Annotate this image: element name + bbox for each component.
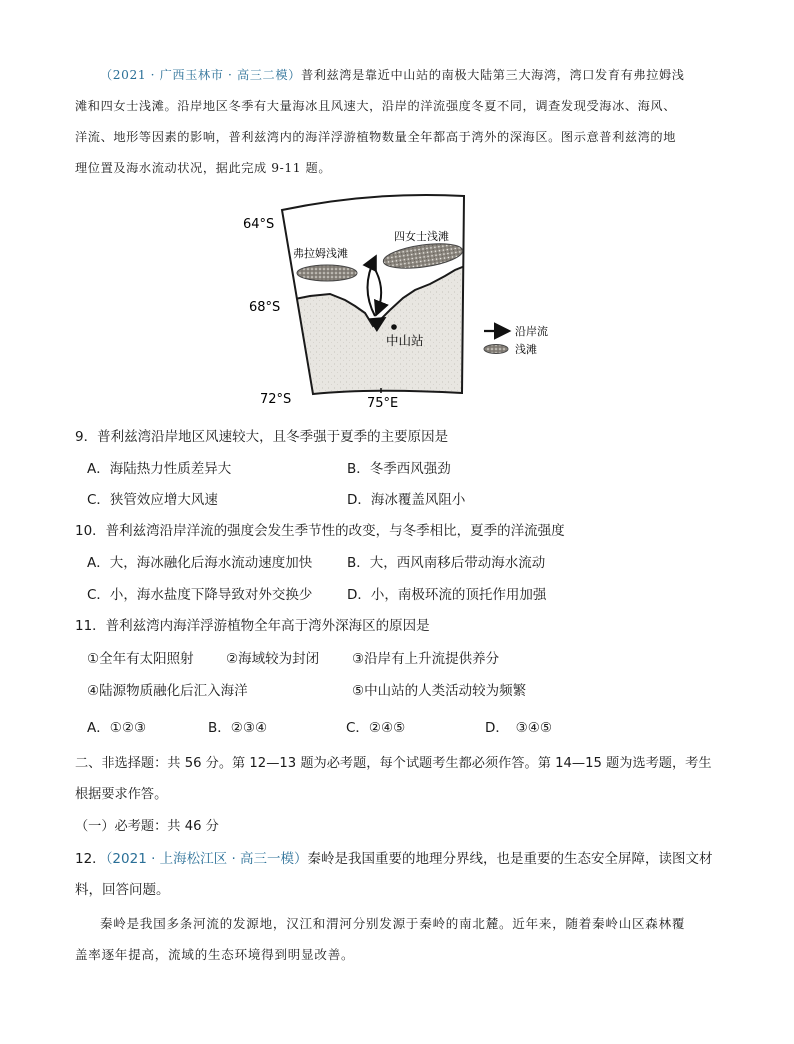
q12-source: （2021 · 上海松江区 · 高三一模） (105, 851, 308, 867)
q11-statement-5: ⑤中山站的人类活动较为频繁 (352, 683, 527, 699)
section2-subheading: （一）必考题：共 46 分 (75, 819, 219, 834)
intro-line-2: 滩和四女士浅滩。沿岸地区冬季有大量海冰且风速大，沿岸的洋流强度冬夏不同，调查发现受海冰、海风、 (75, 99, 677, 113)
shoal-fram (297, 265, 357, 281)
q12-passage-line-2: 盖率逐年提高，流域的生态环境得到明显改善。 (75, 947, 355, 962)
q11-statement-1: ①全年有太阳照射 (87, 651, 194, 667)
intro-source: （2021 · 广西玉林市 · 高三二模） (100, 68, 301, 82)
lon-75e-label: 75°E (367, 396, 399, 411)
q10-option-b[interactable]: B．大，西风南移后带动海水流动 (347, 555, 546, 571)
lat-68s-label: 68°S (249, 300, 281, 315)
lat-72s-label: 72°S (260, 392, 292, 407)
intro-line-3: 洋流、地形等因素的影响，普利兹湾内的海洋浮游植物数量全年都高于湾外的深海区。图示意普利兹湾的地 (75, 130, 677, 144)
q12-passage-line-1: 秦岭是我国多条河流的发源地，汉江和渭河分别发源于秦岭的南北麓。近年来，随着秦岭山区森林覆 (100, 916, 686, 931)
legend-shoal-label: 浅滩 (515, 343, 537, 356)
zhongshan-station-label: 中山站 (386, 333, 424, 348)
q11-statement-4: ④陆源物质融化后汇入海洋 (87, 683, 248, 699)
q11-stem: 11．普利兹湾内海洋浮游植物全年高于湾外深海区的原因是 (75, 618, 430, 634)
q11-option-a[interactable]: A．①②③ (87, 720, 147, 736)
q9-option-a[interactable]: A．海陆热力性质差异大 (87, 461, 232, 477)
q11-option-b[interactable]: B．②③④ (208, 720, 268, 736)
q9-option-b[interactable]: B．冬季西风强劲 (347, 461, 451, 477)
section2-instructions-line1: 二、非选择题：共 56 分。第 12—13 题为必考题，每个试题考生都必须作答。第 14—15 题为选考题，考生 (75, 756, 712, 771)
legend-shoal-symbol (484, 345, 508, 354)
q11-option-d[interactable]: D． ③④⑤ (485, 720, 552, 736)
prydz-bay-map (243, 188, 585, 413)
zhongshan-station-dot (391, 324, 397, 330)
q12-line-2: 料，回答问题。 (75, 882, 170, 898)
q10-option-d[interactable]: D．小，南极环流的顶托作用加强 (347, 587, 547, 603)
q12-line-1: 12．（2021 · 上海松江区 · 高三一模）秦岭是我国重要的地理分界线，也是重要的生态安全屏障，读图文材 (75, 851, 713, 867)
legend-current-label: 沿岸流 (515, 325, 548, 338)
intro-line-4: 理位置及海水流动状况，据此完成 9-11 题。 (75, 161, 332, 175)
q11-statement-2: ②海域较为封闭 (226, 651, 320, 667)
q11-statement-3: ③沿岸有上升流提供养分 (352, 651, 500, 667)
q10-option-a[interactable]: A．大，海冰融化后海水流动速度加快 (87, 555, 313, 571)
q9-option-d[interactable]: D．海冰覆盖风阻小 (347, 492, 466, 508)
section2-instructions-line2: 根据要求作答。 (75, 787, 168, 802)
coastal-current-arrow (373, 266, 381, 313)
q11-option-c[interactable]: C．②④⑤ (346, 720, 406, 736)
q9-option-c[interactable]: C．狭管效应增大风速 (87, 492, 218, 508)
q9-stem: 9．普利兹湾沿岸地区风速较大，且冬季强于夏季的主要原因是 (75, 429, 449, 445)
four-ladies-shoal-label: 四女士浅滩 (394, 230, 449, 243)
q12-number: 12． (75, 851, 106, 867)
lat-64s-label: 64°S (243, 217, 275, 232)
intro-line-1: （2021 · 广西玉林市 · 高三二模）普利兹湾是靠近中山站的南极大陆第三大海湾，湾口发育有弗拉姆浅 (100, 68, 685, 82)
q10-stem: 10．普利兹湾沿岸洋流的强度会发生季节性的改变，与冬季相比，夏季的洋流强度 (75, 523, 565, 539)
shoal-four-ladies (382, 240, 464, 273)
fram-shoal-label: 弗拉姆浅滩 (293, 247, 348, 260)
q10-option-c[interactable]: C．小，海水盐度下降导致对外交换少 (87, 587, 313, 603)
